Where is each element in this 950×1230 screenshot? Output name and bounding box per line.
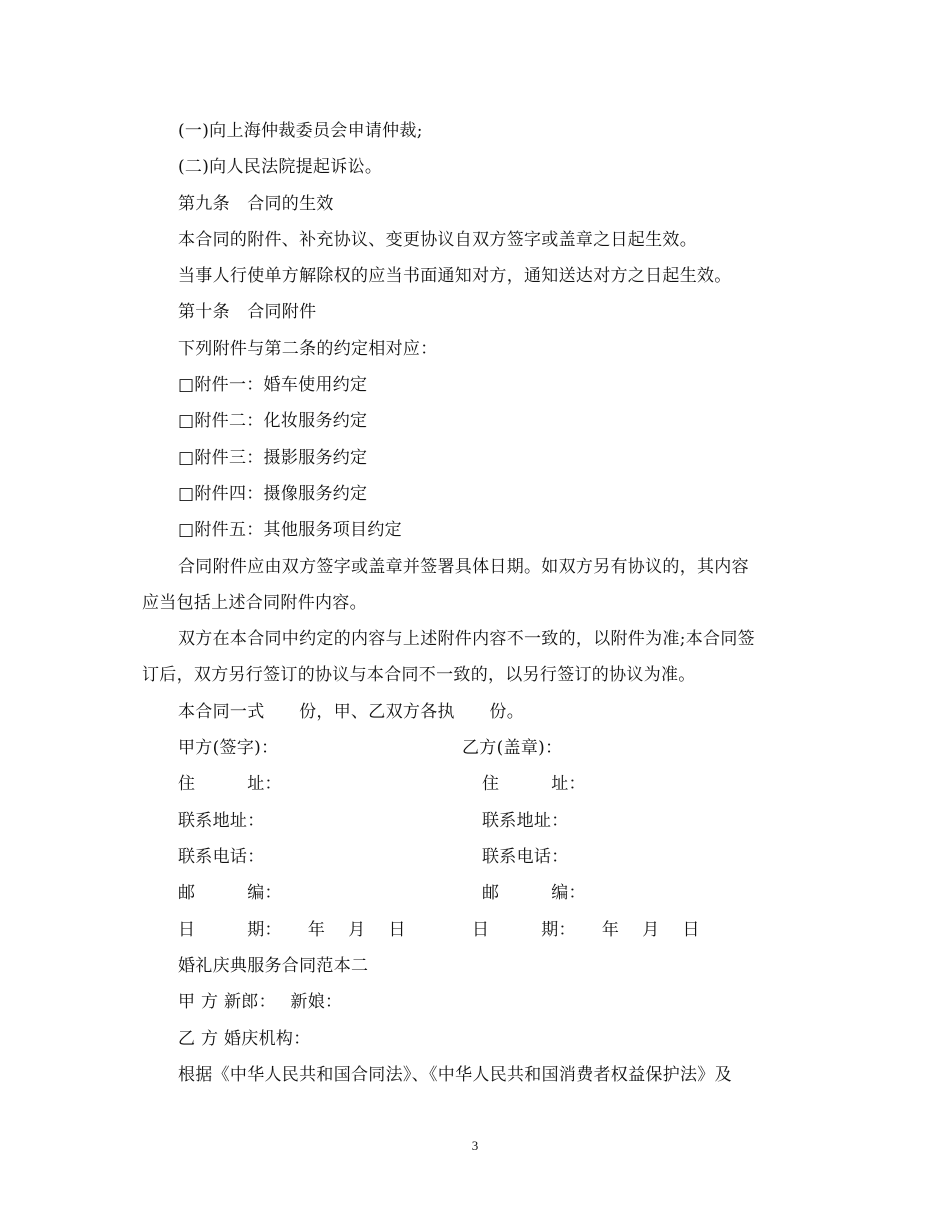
party-a-couple-line: 甲 方 新郎： 新娘： <box>178 992 343 1012</box>
party-a-signature-label: 甲方(签字)： <box>178 738 279 758</box>
attachment-item-4: □附件四：摄像服务约定 <box>178 484 368 504</box>
page-number: 3 <box>471 1138 479 1153</box>
paragraph-precedence-cont: 订后，双方另行签订的协议与本合同不一致的，以另行签订的协议为准。 <box>142 665 696 685</box>
paragraph-attachment-signing-cont: 应当包括上述合同附件内容。 <box>142 593 367 613</box>
attachment-item-5: □附件五：其他服务项目约定 <box>178 520 402 540</box>
paragraph-precedence: 双方在本合同中约定的内容与上述附件内容不一致的，以附件为准;本合同签 <box>178 629 755 649</box>
party-b-agency-line: 乙 方 婚庆机构： <box>178 1029 311 1049</box>
article-ten-heading: 第十条 合同附件 <box>178 302 317 322</box>
party-b-seal-label: 乙方(盖章)： <box>462 738 563 758</box>
attachment-item-3: □附件三：摄影服务约定 <box>178 448 368 468</box>
paragraph-attachments-intro: 下列附件与第二条的约定相对应： <box>178 339 438 359</box>
paragraph-effectiveness: 本合同的附件、补充协议、变更协议自双方签字或盖章之日起生效。 <box>178 230 697 250</box>
attachment-item-2: □附件二：化妆服务约定 <box>178 411 368 431</box>
party-a-postcode-label: 邮 编： <box>178 883 282 903</box>
party-b-address-label: 住 址： <box>482 774 586 794</box>
party-a-contact-address-label: 联系地址： <box>178 811 265 831</box>
template-two-title: 婚礼庆典服务合同范本二 <box>178 956 369 976</box>
paragraph-termination-notice: 当事人行使单方解除权的应当书面通知对方，通知送达对方之日起生效。 <box>178 266 732 286</box>
party-a-date-label: 日 期： 年 月 日 <box>178 920 406 940</box>
attachment-item-1: □附件一：婚车使用约定 <box>178 375 368 395</box>
article-nine-heading: 第九条 合同的生效 <box>178 194 334 214</box>
party-a-address-label: 住 址： <box>178 774 282 794</box>
party-a-phone-label: 联系电话： <box>178 847 265 867</box>
party-b-date-label: 日 期： 年 月 日 <box>472 920 700 940</box>
clause-line-litigation: (二)向人民法院提起诉讼。 <box>178 157 383 177</box>
party-b-postcode-label: 邮 编： <box>482 883 586 903</box>
party-b-contact-address-label: 联系地址： <box>482 811 569 831</box>
party-b-phone-label: 联系电话： <box>482 847 569 867</box>
clause-line-arbitration: (一)向上海仲裁委员会申请仲裁; <box>178 121 423 141</box>
paragraph-copies: 本合同一式 份，甲、乙双方各执 份。 <box>178 702 524 722</box>
paragraph-attachment-signing: 合同附件应由双方签字或盖章并签署具体日期。如双方另有协议的，其内容 <box>178 557 749 577</box>
paragraph-legal-basis: 根据《中华人民共和国合同法》、《中华人民共和国消费者权益保护法》及 <box>178 1065 732 1085</box>
